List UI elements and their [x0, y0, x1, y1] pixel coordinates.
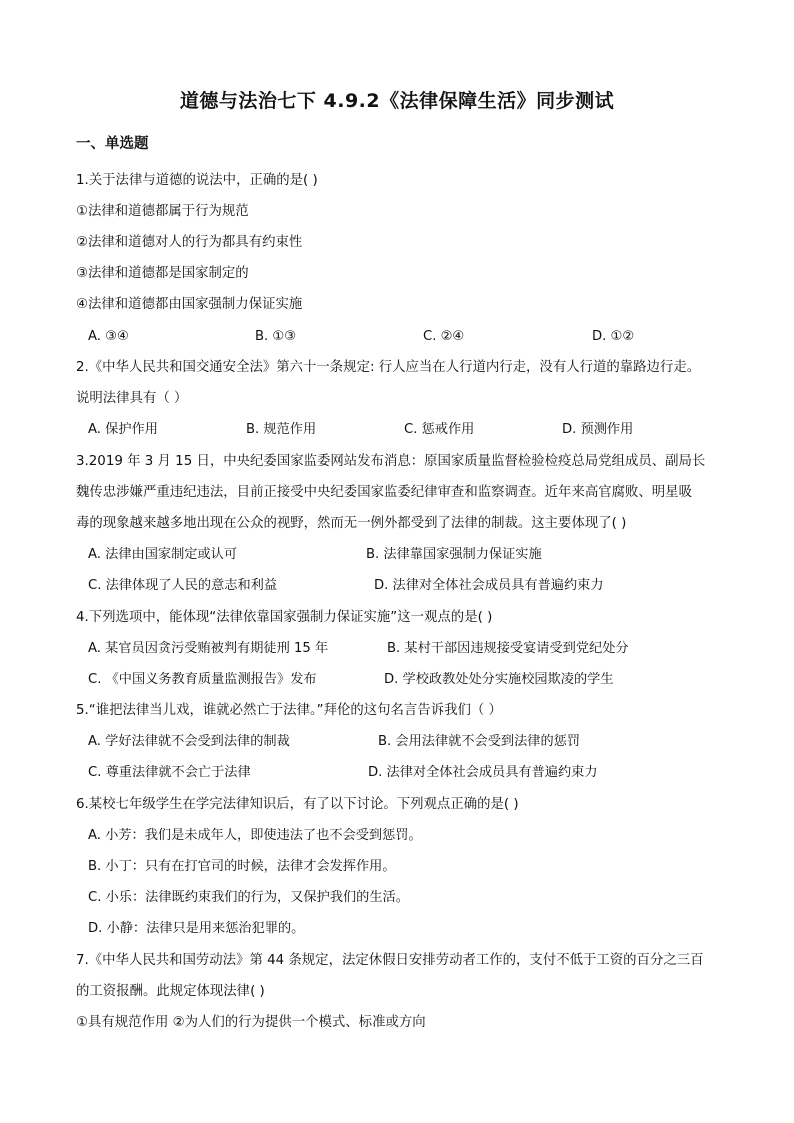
q2-option-b: B. 规范作用	[246, 422, 317, 437]
q6-stem: 6.某校七年级学生在学完法律知识后，有了以下讨论。下列观点正确的是( )	[76, 797, 519, 812]
q1-item-1: ①法律和道德都属于行为规范	[76, 204, 249, 219]
q1-item-3: ③法律和道德都是国家制定的	[76, 266, 249, 281]
q7-line-1: 7.《中华人民共和国劳动法》第 44 条规定，法定休假日安排劳动者工作的，支付不低于工资的百分之三百	[76, 953, 704, 968]
q5-option-b: B. 会用法律就不会受到法律的惩罚	[378, 734, 581, 749]
q4-option-a: A. 某官员因贪污受贿被判有期徒刑 15 年	[88, 641, 329, 656]
q6-option-b: B. 小丁：只有在打官司的时候，法律才会发挥作用。	[88, 859, 396, 874]
q3-line-2: 魏传忠涉嫌严重违纪违法，目前正接受中央纪委国家监委纪律审查和监察调查。近年来高官腐败、明星吸	[76, 485, 692, 500]
q6-option-c: C. 小乐：法律既约束我们的行为，又保护我们的生活。	[88, 890, 409, 905]
q5-option-c: C. 尊重法律就不会亡于法律	[88, 765, 251, 780]
q2-option-a: A. 保护作用	[88, 422, 158, 437]
q1-stem: 1.关于法律与道德的说法中，正确的是( )	[76, 173, 318, 188]
q4-option-d: D. 学校政教处处分实施校园欺凌的学生	[384, 672, 614, 687]
q3-option-c: C. 法律体现了人民的意志和利益	[88, 578, 278, 593]
q5-option-d: D. 法律对全体社会成员具有普遍约束力	[368, 765, 598, 780]
q6-option-d: D. 小静：法律只是用来惩治犯罪的。	[88, 921, 305, 936]
q1-option-c: C. ②④	[423, 329, 465, 344]
q2-stem: 2.《中华人民共和国交通安全法》第六十一条规定: 行人应当在人行道内行走，没有人行道的靠路边行走。	[76, 360, 701, 375]
q4-stem: 4.下列选项中，能体现“法律依靠国家强制力保证实施”这一观点的是( )	[76, 610, 493, 625]
q7-line-3: ①具有规范作用 ②为人们的行为提供一个模式、标准或方向	[76, 1015, 426, 1030]
page-title: 道德与法治七下 4.9.2《法律保障生活》同步测试	[179, 90, 615, 112]
q5-option-a: A. 学好法律就不会受到法律的制裁	[88, 734, 290, 749]
q1-option-d: D. ①②	[592, 329, 635, 344]
q3-option-b: B. 法律靠国家强制力保证实施	[366, 547, 542, 562]
q2-option-d: D. 预测作用	[562, 422, 634, 437]
q3-option-a: A. 法律由国家制定或认可	[88, 547, 238, 562]
q3-line-1: 3.2019 年 3 月 15 日，中央纪委国家监委网站发布消息：原国家质量监督检验检疫总局党组成员、副局长	[76, 454, 706, 469]
q4-option-b: B. 某村干部因违规接受宴请受到党纪处分	[387, 641, 629, 656]
q3-line-3: 毒的现象越来越多地出现在公众的视野，然而无一例外都受到了法律的制裁。这主要体现了( )	[76, 516, 627, 531]
q1-option-a: A. ③④	[88, 329, 129, 344]
q4-option-c: C. 《中国义务教育质量监测报告》发布	[88, 672, 317, 687]
q1-item-4: ④法律和道德都由国家强制力保证实施	[76, 297, 303, 312]
q3-option-d: D. 法律对全体社会成员具有普遍约束力	[374, 578, 604, 593]
q7-line-2: 的工资报酬。此规定体现法律( )	[76, 984, 265, 999]
q1-option-b: B. ①③	[255, 329, 297, 344]
q2-stem-cont: 说明法律具有（ ）	[76, 391, 188, 406]
q5-stem: 5.“谁把法律当儿戏，谁就必然亡于法律。”拜伦的这句名言告诉我们（ ）	[76, 703, 502, 718]
q6-option-a: A. 小芳：我们是未成年人，即使违法了也不会受到惩罚。	[88, 828, 422, 843]
q1-item-2: ②法律和道德对人的行为都具有约束性	[76, 235, 303, 250]
q2-option-c: C. 惩戒作用	[404, 422, 475, 437]
section-heading: 一、单选题	[76, 136, 149, 152]
